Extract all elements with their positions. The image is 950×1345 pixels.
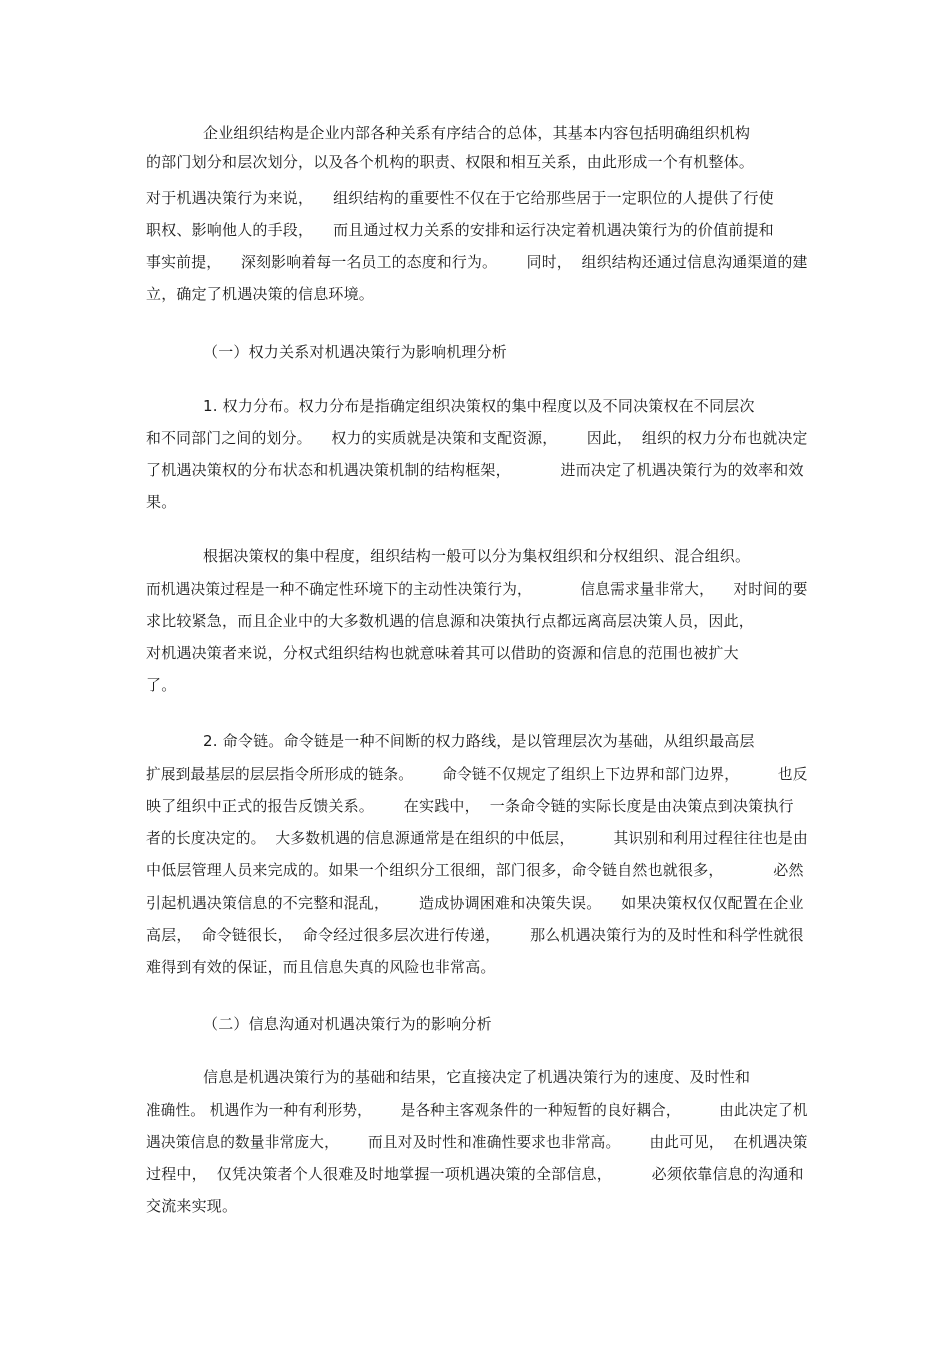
paragraph-line: 1. 权力分布。权力分布是指确定组织决策权的集中程度以及不同决策权在不同层次 <box>203 397 755 415</box>
paragraph-line: 2. 命令链。命令链是一种不间断的权力路线，是以管理层次为基础，从组织最高层 <box>203 732 755 750</box>
paragraph-line: 准确性。 机遇作为一种有利形势， 是各种主客观条件的一种短暂的良好耦合， 由此决定了机 <box>146 1101 808 1119</box>
paragraph-line: 和不同部门之间的划分。 权力的实质就是决策和支配资源， 因此， 组织的权力分布也就决定 <box>146 429 808 447</box>
paragraph-line: 过程中， 仅凭决策者个人很难及时地掌握一项机遇决策的全部信息， 必须依靠信息的沟通和 <box>146 1165 804 1183</box>
paragraph-line: 高层， 命令链很长， 命令经过很多层次进行传递， 那么机遇决策行为的及时性和科学性就很 <box>146 926 804 944</box>
paragraph-line: 映了组织中正式的报告反馈关系。 在实践中， 一条命令链的实际长度是由决策点到决策执行 <box>146 797 794 815</box>
paragraph-line: 对于机遇决策行为来说， 组织结构的重要性不仅在于它给那些居于一定职位的人提供了行使 <box>146 189 774 207</box>
paragraph-line: 果。 <box>146 493 177 511</box>
paragraph-line: 信息是机遇决策行为的基础和结果，它直接决定了机遇决策行为的速度、及时性和 <box>203 1068 751 1086</box>
paragraph-line: 事实前提， 深刻影响着每一名员工的态度和行为。 同时， 组织结构还通过信息沟通渠道的建 <box>146 253 808 271</box>
paragraph-line: 扩展到最基层的层层指令所形成的链条。 命令链不仅规定了组织上下边界和部门边界， 也反 <box>146 765 808 783</box>
paragraph-line: 中低层管理人员来完成的。如果一个组织分工很细，部门很多，命令链自然也就很多， 必然 <box>146 861 804 879</box>
paragraph-line: 求比较紧急，而且企业中的大多数机遇的信息源和决策执行点都远离高层决策人员，因此， <box>146 612 755 630</box>
paragraph-line: 对机遇决策者来说，分权式组织结构也就意味着其可以借助的资源和信息的范围也被扩大 <box>146 644 739 662</box>
paragraph-line: 了。 <box>146 676 177 694</box>
paragraph-line: 引起机遇决策信息的不完整和混乱， 造成协调困难和决策失误。 如果决策权仅仅配置在企业 <box>146 894 804 912</box>
paragraph-line: 根据决策权的集中程度，组织结构一般可以分为集权组织和分权组织、混合组织。 <box>203 547 751 565</box>
paragraph-line: 企业组织结构是企业内部各种关系有序结合的总体，其基本内容包括明确组织机构 <box>203 124 751 142</box>
paragraph-line: 了机遇决策权的分布状态和机遇决策机制的结构框架， 进而决定了机遇决策行为的效率和效 <box>146 461 804 479</box>
paragraph-line: 的部门划分和层次划分，以及各个机构的职责、权限和相互关系，由此形成一个有机整体。 <box>146 153 755 171</box>
paragraph-line: 者的长度决定的。 大多数机遇的信息源通常是在组织的中低层， 其识别和利用过程往往也是由 <box>146 829 808 847</box>
paragraph-line: 职权、影响他人的手段， 而且通过权力关系的安排和运行决定着机遇决策行为的价值前提和 <box>146 221 774 239</box>
paragraph-line: 遇决策信息的数量非常庞大， 而且对及时性和准确性要求也非常高。 由此可见， 在机遇决策 <box>146 1133 808 1151</box>
paragraph-line: 而机遇决策过程是一种不确定性环境下的主动性决策行为， 信息需求量非常大， 对时间的要 <box>146 580 808 598</box>
paragraph-line: 交流来实现。 <box>146 1197 238 1215</box>
section-heading: （二）信息沟通对机遇决策行为的影响分析 <box>203 1015 492 1033</box>
section-heading: （一）权力关系对机遇决策行为影响机理分析 <box>203 343 508 361</box>
paragraph-line: 难得到有效的保证，而且信息失真的风险也非常高。 <box>146 958 496 976</box>
paragraph-line: 立，确定了机遇决策的信息环境。 <box>146 285 375 303</box>
